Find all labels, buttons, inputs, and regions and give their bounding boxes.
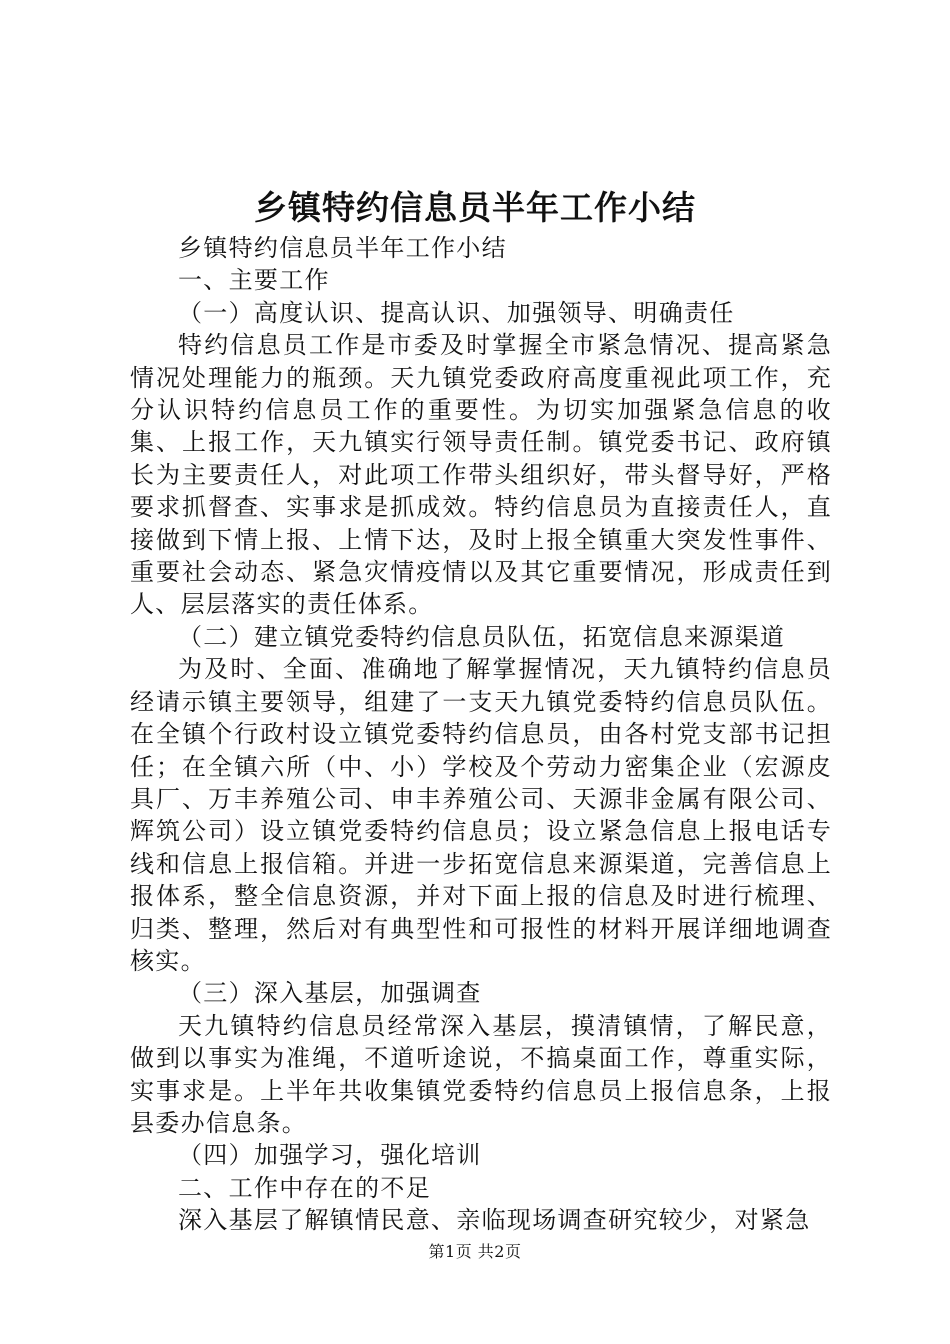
paragraph-1: 特约信息员工作是市委及时掌握全市紧急情况、提高紧急情况处理能力的瓶颈。天九镇党委政府高度重视此项工作，充分认识特约信息员工作的重要性。为切实加强紧急信息的收集、上报工作，天九镇实行领导责任制。镇党委书记、政府镇长为主要责任人，对此项工作带头组织好，带头督导好，严格要求抓督查、实事求是抓成效。特约信息员为直接责任人，直接做到下情上报、上情下达，及时上报全镇重大突发性事件、重要社会动态、紧急灾情疫情以及其它重要情况，形成责任到人、层层落实的责任体系。 bbox=[130, 331, 832, 619]
paragraph-2: 为及时、全面、准确地了解掌握情况，天九镇特约信息员经请示镇主要领导，组建了一支天九镇党委特约信息员队伍。在全镇个行政村设立镇党委特约信息员，由各村党支部书记担任；在全镇六所（中、小）学校及个劳动力密集企业（宏源皮具厂、万丰养殖公司、申丰养殖公司、天源非金属有限公司、辉筑公司）设立镇党委特约信息员；设立紧急信息上报电话专线和信息上报信箱。并进一步拓宽信息来源渠道，完善信息上报体系，整全信息资源，并对下面上报的信息及时进行梳理、归类、整理，然后对有典型性和可报性的材料开展详细地调查核实。 bbox=[130, 655, 832, 975]
subsection-heading-2: （二）建立镇党委特约信息员队伍，拓宽信息来源渠道 bbox=[178, 622, 786, 651]
document-title: 乡镇特约信息员半年工作小结 bbox=[254, 188, 696, 227]
paragraph-subtitle: 乡镇特约信息员半年工作小结 bbox=[178, 234, 507, 262]
paragraph-4: 深入基层了解镇情民意、亲临现场调查研究较少，对紧急 bbox=[178, 1206, 811, 1235]
section-heading-shortcomings: 二、工作中存在的不足 bbox=[178, 1173, 431, 1202]
subsection-heading-4: （四）加强学习，强化培训 bbox=[178, 1141, 482, 1170]
subsection-heading-3: （三）深入基层，加强调查 bbox=[178, 979, 482, 1008]
paragraph-3: 天九镇特约信息员经常深入基层，摸清镇情，了解民意，做到以事实为准绳，不道听途说，不搞桌面工作，尊重实际，实事求是。上半年共收集镇党委特约信息员上报信息条，上报县委办信息条。 bbox=[130, 1011, 832, 1137]
document-body bbox=[130, 232, 832, 1237]
subsection-heading-1: （一）高度认识、提高认识、加强领导、明确责任 bbox=[178, 298, 735, 327]
section-heading-main-work: 一、主要工作 bbox=[178, 266, 330, 295]
page-footer: 第1页 共2页 bbox=[428, 1242, 522, 1261]
